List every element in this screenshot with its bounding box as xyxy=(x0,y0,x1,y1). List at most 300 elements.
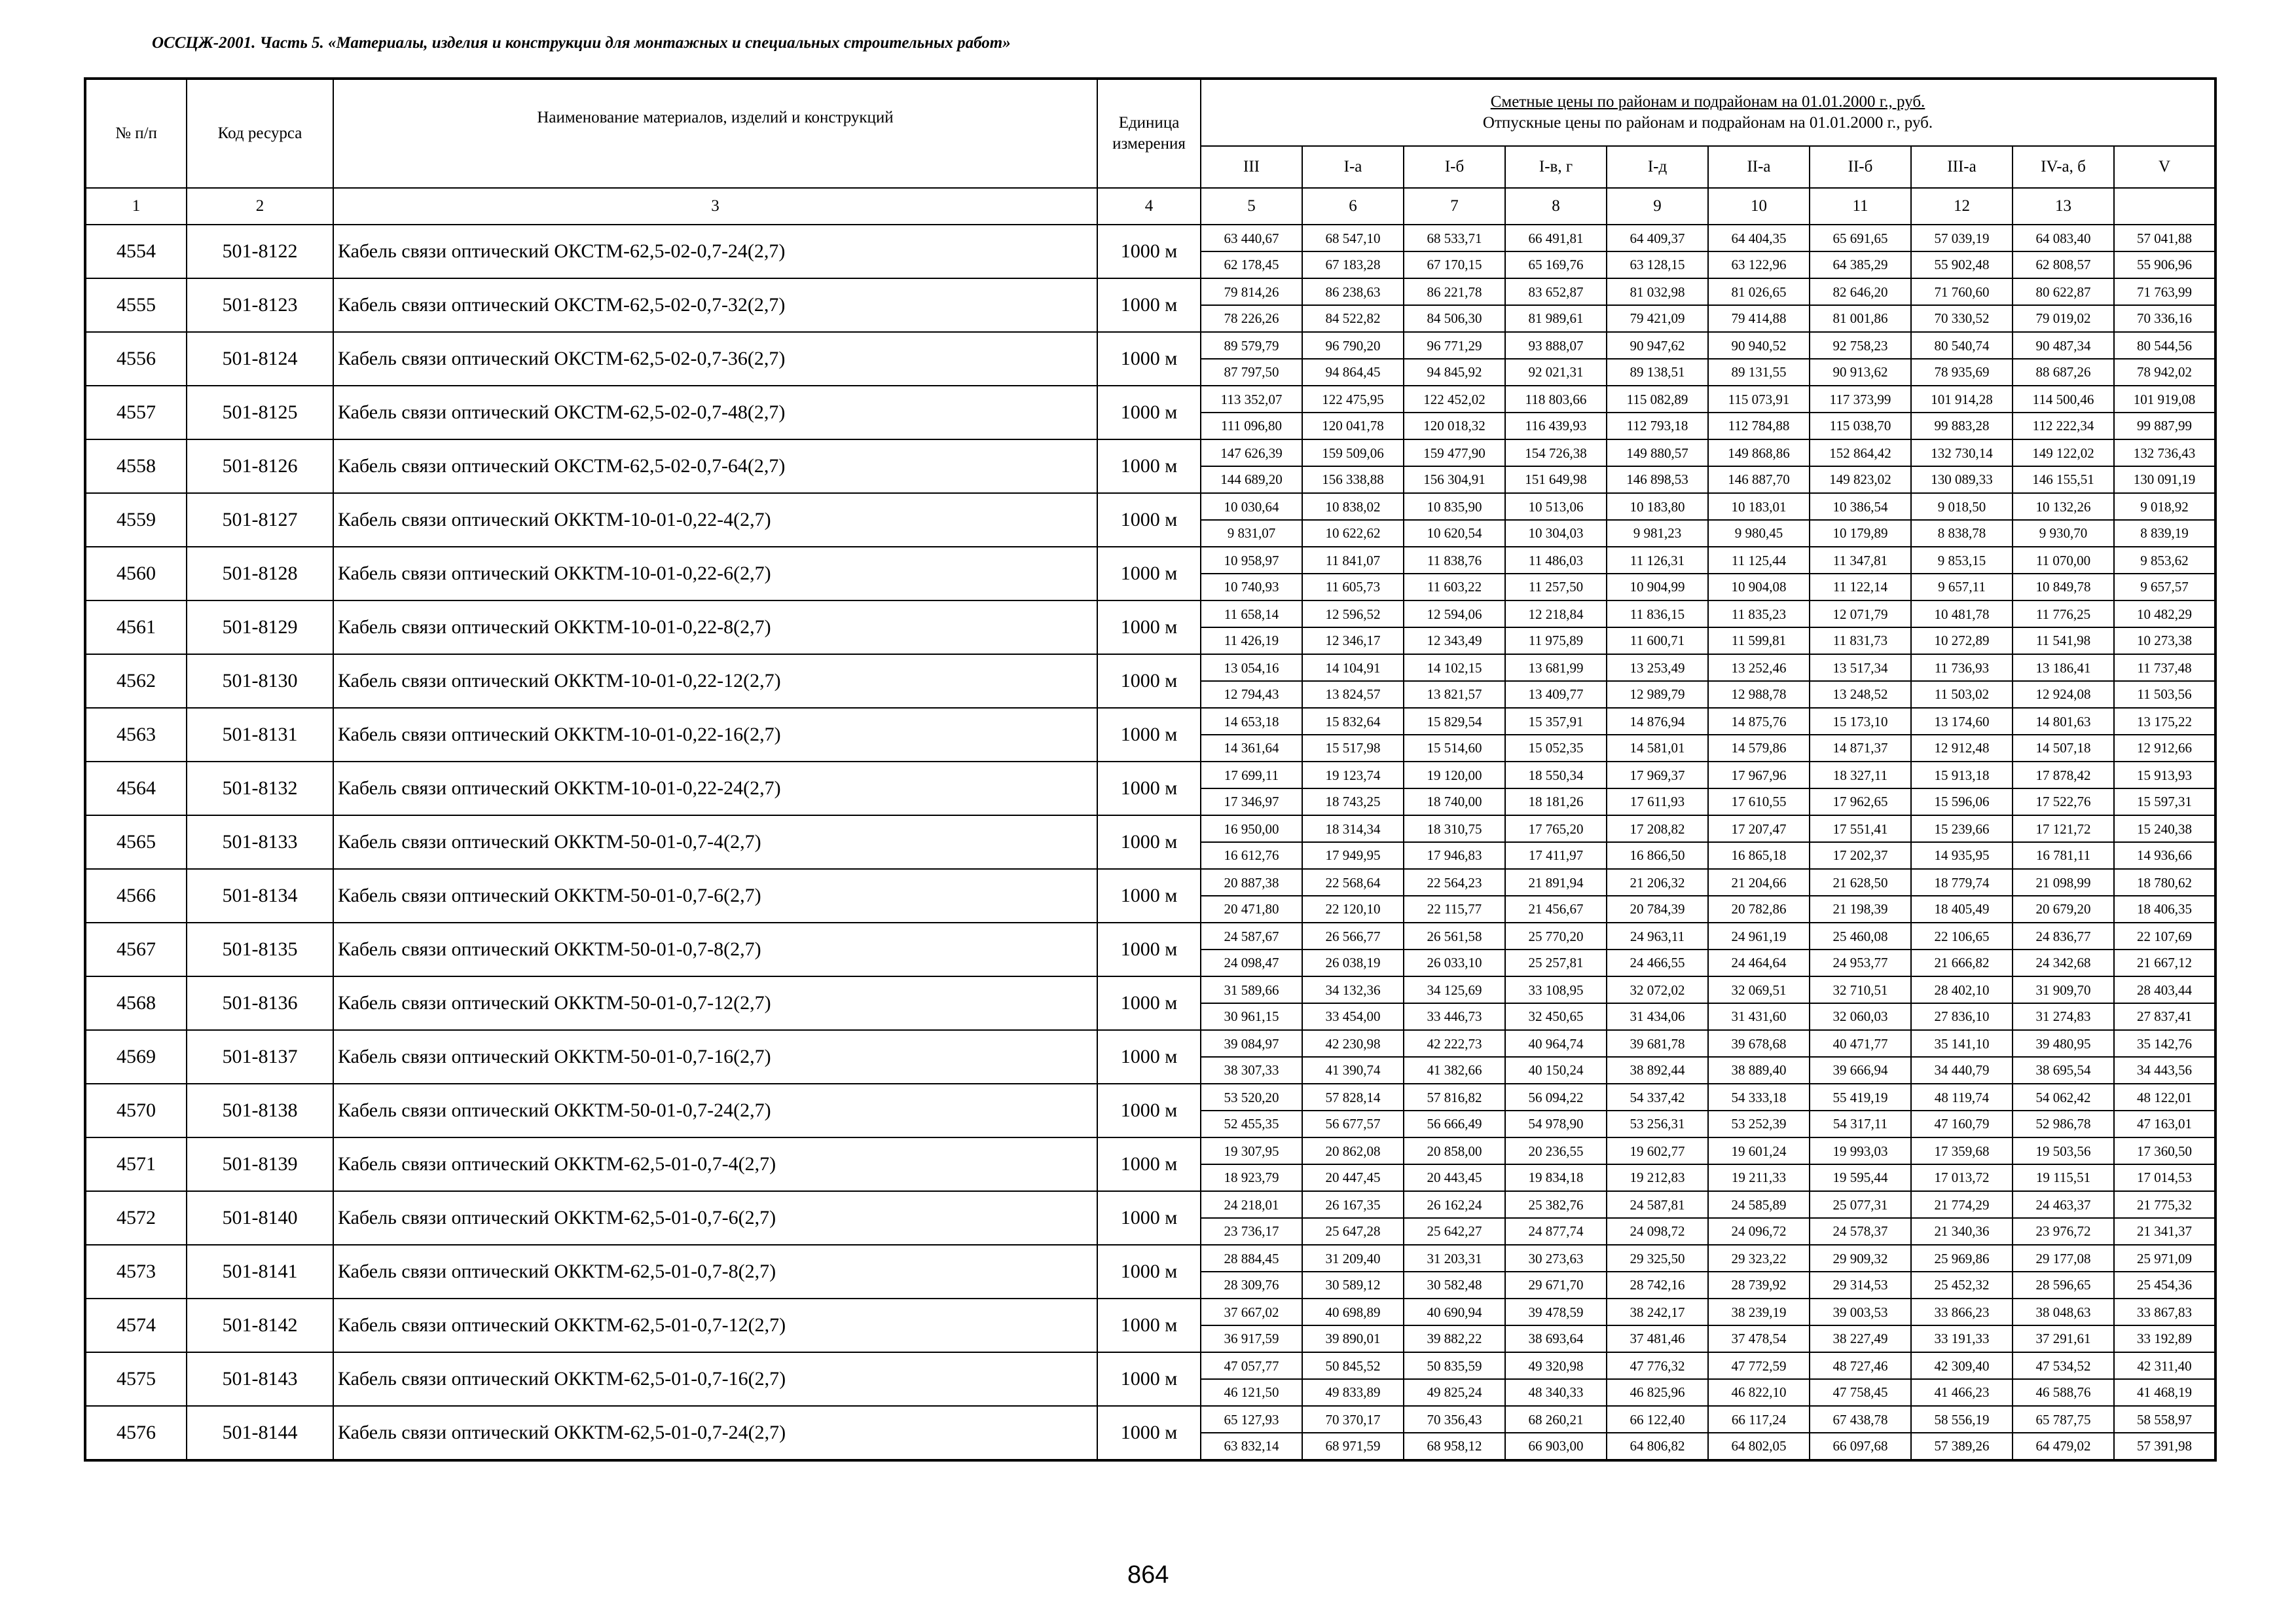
release-price: 112 784,88 xyxy=(1728,418,1790,434)
price-cell xyxy=(1607,439,1708,493)
resource-code: 501-8135 xyxy=(187,923,333,976)
release-price: 19 834,18 xyxy=(1528,1170,1584,1185)
release-price: 28 596,65 xyxy=(2035,1277,2091,1293)
estimate-price: 18 310,75 xyxy=(1404,817,1504,843)
row-number: 4570 xyxy=(85,1084,187,1137)
price-cell xyxy=(1505,976,1607,1030)
unit: 1000 м xyxy=(1097,976,1201,1030)
release-price: 22 115,77 xyxy=(1427,901,1482,917)
material-name: Кабель связи оптический ОККТМ-62,5-01-0,7-6(2,7) xyxy=(333,1191,1097,1245)
estimate-price: 67 438,78 xyxy=(1810,1407,1910,1433)
price-cell xyxy=(1911,762,2013,815)
estimate-price: 38 242,17 xyxy=(1607,1300,1707,1326)
material-name: Кабель связи оптический ОККТМ-10-01-0,22-6(2,7) xyxy=(333,547,1097,600)
estimate-price: 68 533,71 xyxy=(1404,226,1504,252)
estimate-price: 101 919,08 xyxy=(2115,387,2214,413)
estimate-price: 24 218,01 xyxy=(1201,1192,1302,1219)
release-price: 12 912,66 xyxy=(2137,740,2192,756)
col-header-num: № п/п xyxy=(85,79,187,188)
material-name: Кабель связи оптический ОКСТМ-62,5-02-0,7-64(2,7) xyxy=(333,439,1097,493)
price-cell xyxy=(2114,923,2215,976)
release-price: 24 953,77 xyxy=(1832,955,1888,970)
table-row xyxy=(85,869,2215,923)
price-cell xyxy=(1607,225,1708,278)
estimate-price: 80 544,56 xyxy=(2115,333,2214,360)
price-cell xyxy=(1911,1030,2013,1084)
resource-code: 501-8139 xyxy=(187,1137,333,1191)
resource-code: 501-8136 xyxy=(187,976,333,1030)
estimate-price: 24 961,19 xyxy=(1709,924,1809,950)
release-price: 81 001,86 xyxy=(1832,310,1888,326)
unit: 1000 м xyxy=(1097,600,1201,654)
release-price: 33 192,89 xyxy=(2137,1331,2192,1346)
col-header-name: Наименование материалов, изделий и конструкций xyxy=(333,79,1097,188)
release-price: 67 170,15 xyxy=(1427,257,1482,272)
release-price: 14 507,18 xyxy=(2035,740,2091,756)
price-cell xyxy=(1404,278,1505,332)
estimate-price: 14 102,15 xyxy=(1404,655,1504,682)
region-header: I-в, г xyxy=(1505,146,1607,188)
price-cell xyxy=(1708,1406,1810,1460)
release-price: 24 096,72 xyxy=(1731,1223,1787,1239)
release-price: 23 736,17 xyxy=(1224,1223,1279,1239)
price-cell xyxy=(1607,600,1708,654)
material-name: Кабель связи оптический ОККТМ-10-01-0,22-12(2,7) xyxy=(333,654,1097,708)
unit: 1000 м xyxy=(1097,869,1201,923)
release-price: 24 578,37 xyxy=(1832,1223,1888,1239)
estimate-price: 39 478,59 xyxy=(1506,1300,1606,1326)
price-cell xyxy=(1201,869,1302,923)
estimate-price: 39 681,78 xyxy=(1607,1031,1707,1058)
estimate-price: 54 062,42 xyxy=(2013,1085,2113,1111)
estimate-price: 22 564,23 xyxy=(1404,870,1504,896)
estimate-price: 56 094,22 xyxy=(1506,1085,1606,1111)
release-price: 10 273,38 xyxy=(2137,633,2192,648)
release-price: 70 330,52 xyxy=(1934,310,1990,326)
material-name: Кабель связи оптический ОКСТМ-62,5-02-0,7-24(2,7) xyxy=(333,225,1097,278)
price-cell xyxy=(1810,600,1911,654)
resource-code: 501-8140 xyxy=(187,1191,333,1245)
release-price: 18 406,35 xyxy=(2137,901,2192,917)
estimate-price: 28 403,44 xyxy=(2115,978,2214,1004)
price-cell xyxy=(2013,1352,2114,1406)
price-cell xyxy=(1404,386,1505,439)
release-price: 112 793,18 xyxy=(1626,418,1688,434)
release-price: 53 252,39 xyxy=(1731,1116,1787,1132)
estimate-price: 28 402,10 xyxy=(1912,978,2012,1004)
release-price: 20 784,39 xyxy=(1630,901,1685,917)
release-price: 33 191,33 xyxy=(1934,1331,1990,1346)
estimate-price: 25 770,20 xyxy=(1506,924,1606,950)
release-price: 41 466,23 xyxy=(1934,1384,1990,1400)
price-cell xyxy=(1201,654,1302,708)
estimate-price: 96 771,29 xyxy=(1404,333,1504,360)
release-price: 36 917,59 xyxy=(1224,1331,1279,1346)
estimate-price: 54 333,18 xyxy=(1709,1085,1809,1111)
estimate-price: 17 359,68 xyxy=(1912,1139,2012,1165)
release-price: 23 976,72 xyxy=(2035,1223,2091,1239)
release-price: 11 122,14 xyxy=(1832,579,1888,595)
estimate-price: 13 175,22 xyxy=(2115,709,2214,735)
estimate-price: 113 352,07 xyxy=(1201,387,1302,413)
price-cell xyxy=(1201,708,1302,762)
release-price: 65 169,76 xyxy=(1528,257,1584,272)
price-cell xyxy=(1302,439,1404,493)
price-cell xyxy=(2013,332,2114,386)
release-price: 19 115,51 xyxy=(2035,1170,2091,1185)
price-cell xyxy=(1404,1352,1505,1406)
estimate-price: 9 018,50 xyxy=(1912,494,2012,521)
column-number: 7 xyxy=(1404,188,1505,225)
estimate-price: 149 868,86 xyxy=(1709,441,1809,467)
estimate-price: 68 260,21 xyxy=(1506,1407,1606,1433)
estimate-price: 13 174,60 xyxy=(1912,709,2012,735)
row-number: 4557 xyxy=(85,386,187,439)
region-header: I-б xyxy=(1404,146,1505,188)
price-cell xyxy=(2114,600,2215,654)
release-price: 9 980,45 xyxy=(1734,525,1783,541)
material-name: Кабель связи оптический ОККТМ-62,5-01-0,7-16(2,7) xyxy=(333,1352,1097,1406)
unit: 1000 м xyxy=(1097,1084,1201,1137)
unit: 1000 м xyxy=(1097,1191,1201,1245)
release-price: 81 989,61 xyxy=(1528,310,1584,326)
table-row xyxy=(85,332,2215,386)
table-row xyxy=(85,762,2215,815)
release-price: 21 198,39 xyxy=(1832,901,1888,917)
unit: 1000 м xyxy=(1097,278,1201,332)
release-price: 38 693,64 xyxy=(1528,1331,1584,1346)
price-cell xyxy=(1810,869,1911,923)
price-cell xyxy=(2114,1030,2215,1084)
price-cell xyxy=(2013,976,2114,1030)
estimate-price: 58 558,97 xyxy=(2115,1407,2214,1433)
release-price: 12 912,48 xyxy=(1934,740,1990,756)
estimate-price: 14 876,94 xyxy=(1607,709,1707,735)
estimate-price: 114 500,46 xyxy=(2013,387,2113,413)
price-cell xyxy=(2013,815,2114,869)
price-cell xyxy=(1505,1137,1607,1191)
estimate-price: 12 594,06 xyxy=(1404,602,1504,628)
release-price: 10 904,08 xyxy=(1731,579,1787,595)
estimate-price: 20 862,08 xyxy=(1303,1139,1403,1165)
estimate-price: 48 119,74 xyxy=(1912,1085,2012,1111)
estimate-price: 17 360,50 xyxy=(2115,1139,2214,1165)
price-cell xyxy=(2013,1406,2114,1460)
price-cell xyxy=(1810,386,1911,439)
price-cell xyxy=(1911,386,2013,439)
estimate-price: 15 829,54 xyxy=(1404,709,1504,735)
estimate-price: 17 121,72 xyxy=(2013,817,2113,843)
price-cell xyxy=(1404,708,1505,762)
unit: 1000 м xyxy=(1097,654,1201,708)
release-price: 40 150,24 xyxy=(1528,1062,1584,1078)
release-price: 16 612,76 xyxy=(1224,847,1279,863)
unit: 1000 м xyxy=(1097,1245,1201,1299)
release-price: 29 671,70 xyxy=(1528,1277,1584,1293)
price-cell xyxy=(1505,869,1607,923)
estimate-price: 25 077,31 xyxy=(1810,1192,1910,1219)
price-cell xyxy=(1201,1084,1302,1137)
price-cell xyxy=(1708,762,1810,815)
estimate-price: 86 221,78 xyxy=(1404,280,1504,306)
price-cell xyxy=(1607,762,1708,815)
material-name: Кабель связи оптический ОККТМ-62,5-01-0,7-8(2,7) xyxy=(333,1245,1097,1299)
release-price: 88 687,26 xyxy=(2035,364,2091,380)
column-number: 1 xyxy=(85,188,187,225)
unit: 1000 м xyxy=(1097,1352,1201,1406)
price-cell xyxy=(1302,547,1404,600)
release-price: 28 309,76 xyxy=(1224,1277,1279,1293)
release-price: 156 338,88 xyxy=(1322,471,1384,487)
resource-code: 501-8142 xyxy=(187,1299,333,1352)
price-cell xyxy=(1302,654,1404,708)
estimate-price: 11 835,23 xyxy=(1709,602,1809,628)
estimate-price: 24 963,11 xyxy=(1607,924,1707,950)
release-price: 47 160,79 xyxy=(1934,1116,1990,1132)
estimate-price: 14 875,76 xyxy=(1709,709,1809,735)
estimate-price: 16 950,00 xyxy=(1201,817,1302,843)
material-name: Кабель связи оптический ОККТМ-50-01-0,7-16(2,7) xyxy=(333,1030,1097,1084)
release-price: 63 128,15 xyxy=(1630,257,1685,272)
estimate-price: 13 186,41 xyxy=(2013,655,2113,682)
release-price: 26 033,10 xyxy=(1427,955,1482,970)
release-price: 19 212,83 xyxy=(1630,1170,1685,1185)
price-cell xyxy=(1201,976,1302,1030)
price-cell xyxy=(1810,1245,1911,1299)
release-price: 20 782,86 xyxy=(1731,901,1787,917)
material-name: Кабель связи оптический ОККТМ-10-01-0,22-8(2,7) xyxy=(333,600,1097,654)
release-price: 31 434,06 xyxy=(1630,1008,1685,1024)
price-cell xyxy=(1201,1191,1302,1245)
price-cell xyxy=(1708,1191,1810,1245)
release-price: 17 949,95 xyxy=(1325,847,1381,863)
estimate-price: 10 513,06 xyxy=(1506,494,1606,521)
price-cell xyxy=(2114,386,2215,439)
table-row xyxy=(85,600,2215,654)
table-row xyxy=(85,1299,2215,1352)
prices-title-top: Сметные цены по районам и подрайонам на 01.01.2000 г., руб. xyxy=(1490,93,1925,111)
price-cell xyxy=(1810,1299,1911,1352)
table-row xyxy=(85,1245,2215,1299)
estimate-price: 26 167,35 xyxy=(1303,1192,1403,1219)
price-cell xyxy=(1911,1406,2013,1460)
estimate-price: 70 356,43 xyxy=(1404,1407,1504,1433)
release-price: 33 446,73 xyxy=(1427,1008,1482,1024)
estimate-price: 17 969,37 xyxy=(1607,763,1707,789)
release-price: 31 274,83 xyxy=(2035,1008,2091,1024)
release-price: 64 385,29 xyxy=(1832,257,1888,272)
row-number: 4559 xyxy=(85,493,187,547)
release-price: 17 202,37 xyxy=(1832,847,1888,863)
estimate-price: 37 667,02 xyxy=(1201,1300,1302,1326)
price-cell xyxy=(1302,332,1404,386)
row-number: 4569 xyxy=(85,1030,187,1084)
region-header: I-а xyxy=(1302,146,1404,188)
material-name: Кабель связи оптический ОККТМ-62,5-01-0,7-4(2,7) xyxy=(333,1137,1097,1191)
unit: 1000 м xyxy=(1097,332,1201,386)
price-cell xyxy=(1302,386,1404,439)
price-cell xyxy=(1607,493,1708,547)
row-number: 4575 xyxy=(85,1352,187,1406)
resource-code: 501-8123 xyxy=(187,278,333,332)
table-row xyxy=(85,439,2215,493)
region-header: II-б xyxy=(1810,146,1911,188)
estimate-price: 15 913,93 xyxy=(2115,763,2214,789)
release-price: 17 522,76 xyxy=(2035,794,2091,809)
price-cell xyxy=(2013,1030,2114,1084)
release-price: 24 098,72 xyxy=(1630,1223,1685,1239)
release-price: 56 666,49 xyxy=(1427,1116,1482,1132)
unit: 1000 м xyxy=(1097,762,1201,815)
estimate-price: 10 386,54 xyxy=(1810,494,1910,521)
estimate-price: 10 958,97 xyxy=(1201,548,1302,574)
price-cell xyxy=(1302,923,1404,976)
estimate-price: 20 236,55 xyxy=(1506,1139,1606,1165)
price-cell xyxy=(1505,439,1607,493)
release-price: 22 120,10 xyxy=(1325,901,1381,917)
release-price: 149 823,02 xyxy=(1829,471,1891,487)
release-price: 94 864,45 xyxy=(1325,364,1381,380)
estimate-price: 32 710,51 xyxy=(1810,978,1910,1004)
estimate-price: 47 772,59 xyxy=(1709,1354,1809,1380)
price-cell xyxy=(1505,386,1607,439)
price-cell xyxy=(2114,815,2215,869)
resource-code: 501-8122 xyxy=(187,225,333,278)
release-price: 10 904,99 xyxy=(1630,579,1685,595)
price-cell xyxy=(2114,278,2215,332)
price-cell xyxy=(2013,1084,2114,1137)
price-cell xyxy=(1810,439,1911,493)
price-cell xyxy=(1911,278,2013,332)
estimate-price: 42 309,40 xyxy=(1912,1354,2012,1380)
release-price: 11 599,81 xyxy=(1731,633,1787,648)
release-price: 46 588,76 xyxy=(2035,1384,2091,1400)
price-cell xyxy=(1505,493,1607,547)
column-number: 3 xyxy=(333,188,1097,225)
release-price: 10 849,78 xyxy=(2035,579,2091,595)
price-cell xyxy=(1810,762,1911,815)
material-name: Кабель связи оптический ОККТМ-62,5-01-0,7-24(2,7) xyxy=(333,1406,1097,1460)
price-cell xyxy=(1404,654,1505,708)
price-cell xyxy=(1201,600,1302,654)
unit: 1000 м xyxy=(1097,1406,1201,1460)
estimate-price: 15 240,38 xyxy=(2115,817,2214,843)
estimate-price: 11 658,14 xyxy=(1201,602,1302,628)
release-price: 116 439,93 xyxy=(1525,418,1587,434)
price-cell xyxy=(1810,547,1911,600)
release-price: 37 291,61 xyxy=(2035,1331,2091,1346)
table-row xyxy=(85,1137,2215,1191)
release-price: 10 740,93 xyxy=(1224,579,1279,595)
material-name: Кабель связи оптический ОККТМ-50-01-0,7-12(2,7) xyxy=(333,976,1097,1030)
row-number: 4572 xyxy=(85,1191,187,1245)
release-price: 79 421,09 xyxy=(1630,310,1685,326)
release-price: 18 923,79 xyxy=(1224,1170,1279,1185)
price-cell xyxy=(1810,708,1911,762)
price-cell xyxy=(1505,547,1607,600)
price-cell xyxy=(1810,1137,1911,1191)
estimate-price: 79 814,26 xyxy=(1201,280,1302,306)
estimate-price: 12 218,84 xyxy=(1506,602,1606,628)
estimate-price: 64 083,40 xyxy=(2013,226,2113,252)
unit: 1000 м xyxy=(1097,225,1201,278)
release-price: 64 479,02 xyxy=(2035,1438,2091,1454)
estimate-price: 39 084,97 xyxy=(1201,1031,1302,1058)
estimate-price: 147 626,39 xyxy=(1201,441,1302,467)
estimate-price: 80 540,74 xyxy=(1912,333,2012,360)
release-price: 55 906,96 xyxy=(2137,257,2192,272)
release-price: 63 832,14 xyxy=(1224,1438,1279,1454)
price-cell xyxy=(1404,1245,1505,1299)
release-price: 78 942,02 xyxy=(2137,364,2192,380)
release-price: 13 824,57 xyxy=(1325,686,1381,702)
column-number: 11 xyxy=(1810,188,1911,225)
estimate-price: 21 891,94 xyxy=(1506,870,1606,896)
estimate-price: 64 404,35 xyxy=(1709,226,1809,252)
release-price: 25 647,28 xyxy=(1325,1223,1381,1239)
estimate-price: 21 204,66 xyxy=(1709,870,1809,896)
estimate-price: 15 173,10 xyxy=(1810,709,1910,735)
price-cell xyxy=(1505,923,1607,976)
estimate-price: 42 222,73 xyxy=(1404,1031,1504,1058)
estimate-price: 96 790,20 xyxy=(1303,333,1403,360)
estimate-price: 11 736,93 xyxy=(1912,655,2012,682)
price-cell xyxy=(1201,547,1302,600)
estimate-price: 80 622,87 xyxy=(2013,280,2113,306)
estimate-price: 65 691,65 xyxy=(1810,226,1910,252)
estimate-price: 101 914,28 xyxy=(1912,387,2012,413)
release-price: 48 340,33 xyxy=(1528,1384,1584,1400)
release-price: 14 935,95 xyxy=(1934,847,1990,863)
estimate-price: 11 737,48 xyxy=(2115,655,2214,682)
estimate-price: 90 940,52 xyxy=(1709,333,1809,360)
estimate-price: 25 969,86 xyxy=(1912,1246,2012,1272)
release-price: 27 836,10 xyxy=(1934,1008,1990,1024)
price-cell xyxy=(1201,439,1302,493)
estimate-price: 19 307,95 xyxy=(1201,1139,1302,1165)
price-cell xyxy=(1708,439,1810,493)
price-cell xyxy=(1911,869,2013,923)
col-header-code: Код ресурса xyxy=(187,79,333,188)
release-price: 21 456,67 xyxy=(1528,901,1584,917)
price-cell xyxy=(1404,332,1505,386)
price-cell xyxy=(1810,225,1911,278)
release-price: 27 837,41 xyxy=(2137,1008,2192,1024)
estimate-price: 17 699,11 xyxy=(1201,763,1302,789)
estimate-price: 57 816,82 xyxy=(1404,1085,1504,1111)
price-cell xyxy=(1708,1137,1810,1191)
estimate-price: 24 836,77 xyxy=(2013,924,2113,950)
region-header: I-д xyxy=(1607,146,1708,188)
estimate-price: 15 357,91 xyxy=(1506,709,1606,735)
estimate-price: 11 836,15 xyxy=(1607,602,1707,628)
price-cell xyxy=(1201,278,1302,332)
release-price: 19 595,44 xyxy=(1832,1170,1888,1185)
row-number: 4560 xyxy=(85,547,187,600)
price-cell xyxy=(1302,762,1404,815)
estimate-price: 19 123,74 xyxy=(1303,763,1403,789)
estimate-price: 47 776,32 xyxy=(1607,1354,1707,1380)
column-number: 13 xyxy=(2013,188,2114,225)
estimate-price: 118 803,66 xyxy=(1506,387,1606,413)
column-number: 2 xyxy=(187,188,333,225)
column-number: 12 xyxy=(1911,188,2013,225)
estimate-price: 17 207,47 xyxy=(1709,817,1809,843)
price-cell xyxy=(1810,1406,1911,1460)
release-price: 112 222,34 xyxy=(2032,418,2094,434)
unit: 1000 м xyxy=(1097,1137,1201,1191)
release-price: 17 346,97 xyxy=(1224,794,1279,809)
